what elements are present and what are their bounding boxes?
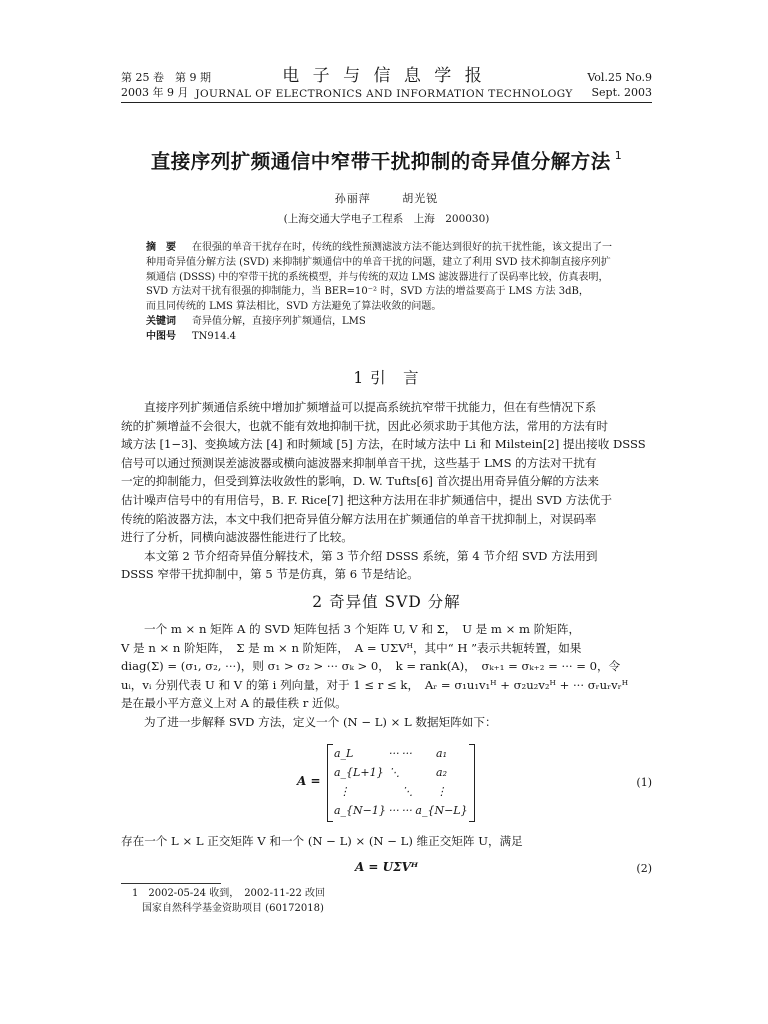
matrix-cell: ⋮ — [436, 785, 447, 798]
equation-1-lhs: A = — [297, 774, 321, 788]
body-line: 统的扩频增益不会很大，也就不能有效地抑制干扰，因此必须求助于其他方法，常用的方法有时 — [121, 418, 608, 433]
footnote — [132, 886, 325, 916]
matrix-cell: ⋱ — [388, 766, 400, 779]
matrix-bracket-right — [469, 744, 475, 822]
body-line: 本文第 2 节介绍奇异值分解技术，第 3 节介绍 DSSS 系统，第 4 节介绍 SVD 方法用到 — [144, 548, 598, 563]
section-heading-intro: 1 引 言 — [353, 369, 420, 387]
matrix-cell: a₂ — [436, 766, 447, 779]
header-vol-en — [587, 70, 652, 100]
matrix-cell — [388, 782, 401, 801]
matrix-cell: a₁ — [436, 747, 447, 760]
footnote-received-dates: 1 2002-05-24 收到， 2002-11-22 改回 — [132, 888, 326, 899]
author-1: 孙丽萍 — [334, 192, 371, 205]
abstract-line: 种用奇异值分解方法 (SVD) 来抑制扩频通信中的单音干扰的问题，建立了利用 SVD 技术抑制直接序列扩 — [146, 256, 611, 268]
journal-masthead — [170, 66, 598, 102]
matrix-row — [333, 763, 469, 782]
body-line: 估计噪声信号中的有用信号，B. F. Rice[7] 把这种方法用在非扩频通信中，提出 SVD 方法优于 — [121, 492, 612, 507]
abstract-label: 摘 要 — [146, 242, 176, 253]
clc-label: 中图号 — [146, 330, 176, 342]
body-line: 直接序列扩频通信系统中增加扩频增益可以提高系统抗窄带干扰能力，但在有些情况下系 — [144, 400, 597, 414]
matrix-cell: ··· — [402, 804, 413, 817]
body-line: diag(Σ) = (σ₁, σ₂, ···)，则 σ₁ > σ₂ > ··· σₖ > 0， k = rank(A)， σₖ₊₁ = σₖ₊₂ = ··· = 0，令 — [121, 659, 621, 674]
body-line: 一个 m × n 矩阵 A 的 SVD 矩阵包括 3 个矩阵 U, V 和 Σ， U 是 m × m 阶矩阵， — [144, 622, 581, 636]
matrix-cell: ⋱ — [401, 785, 413, 798]
section-svd-body — [121, 620, 652, 732]
abstract — [146, 241, 627, 345]
paper-title — [121, 146, 652, 174]
title-footnote-marker: 1 — [614, 149, 623, 162]
matrix-cell: a_{L+1} — [334, 766, 384, 779]
abstract-line: 频通信 (DSSS) 中的窄带干扰的系统模型，并与传统的双边 LMS 滤波器进行了误码率比较，仿真表明， — [146, 271, 609, 283]
matrix-row — [333, 782, 469, 801]
body-line: 存在一个 L × L 正交矩阵 V 和一个 (N − L) × (N − L) 维正交矩阵 U，满足 — [121, 834, 523, 848]
header-month-year: Sept. 2003 — [591, 86, 652, 99]
footnote-funding: 国家自然科学基金资助项目 (60172018) — [142, 903, 324, 914]
header-date: 2003 年 9 月 — [121, 86, 189, 99]
matrix-cell: ⋮ — [339, 785, 350, 798]
matrix-cell: a_{N−L} — [415, 804, 468, 817]
header-volume-issue: 第 25 卷 第 9 期 — [121, 71, 211, 84]
keywords: 奇异值分解，直接序列扩频通信，LMS — [192, 315, 366, 327]
abstract-line: 在很强的单音干扰存在时，传统的线性预测滤波方法不能达到很好的抗干扰性能，该文提出了一 — [192, 242, 612, 253]
journal-name-en: JOURNAL OF ELECTRONICS AND INFORMATION TECHNOLOGY — [195, 88, 573, 100]
body-line: uᵢ，vᵢ 分别代表 U 和 V 的第 i 列向量，对于 1 ≤ r ≤ k， Aᵣ = σ₁u₁v₁ᴴ + σ₂u₂v₂ᴴ + ··· σᵣuᵣvᵣᴴ — [121, 677, 629, 692]
body-line: 是在最小平方意义上对 A 的最佳秩 r 近似。 — [121, 696, 347, 711]
clc-number: TN914.4 — [192, 330, 237, 342]
author-list — [121, 190, 652, 206]
matrix-cell: a_{N−1} — [334, 804, 386, 817]
affiliation: (上海交通大学电子工程系 上海 200030) — [283, 213, 490, 225]
abstract-line: SVD 方法对干扰有很强的抑制能力，当 BER=10⁻² 时，SVD 方法的增益要高于 LMS 方法 3dB， — [146, 286, 589, 298]
body-line: 进行了分析，同横向滤波器性能进行了比较。 — [121, 530, 353, 545]
matrix-cell: ··· — [402, 747, 413, 760]
paper-title-text: 直接序列扩频通信中窄带干扰抑制的奇异值分解方法 — [150, 150, 611, 173]
body-line: 为了进一步解释 SVD 方法，定义一个 (N − L) × L 数据矩阵如下： — [144, 714, 497, 729]
abstract-line: 而且同传统的 LMS 算法相比，SVD 方法避免了算法收敛的问题。 — [146, 301, 442, 313]
equation-2-body: A = UΣVᴴ — [354, 860, 419, 874]
body-line: 一定的抑制能力，但受到算法收敛性的影响，D. W. Tufts[6] 首次提出用奇异值分解的方法来 — [121, 474, 599, 489]
body-line: 传统的陷波器方法，本文中我们把奇异值分解方法用在扩频通信的单音干扰抑制上，对误码率 — [121, 511, 597, 526]
matrix-row — [333, 801, 469, 820]
footnote-rule — [121, 883, 221, 884]
equation-1-number: (1) — [636, 776, 652, 789]
matrix-cell: ··· — [388, 747, 400, 760]
section-intro-body — [121, 398, 652, 584]
equation-2 — [121, 860, 652, 880]
matrix-cell: a_L — [334, 747, 354, 760]
body-line: 信号可以通过预测误差滤波器或横向滤波器来抑制单音干扰，这些基于 LMS 的方法对干扰有 — [121, 455, 597, 470]
section-heading-svd: 2 奇异值 SVD 分解 — [312, 593, 461, 611]
body-line: DSSS 窄带干扰抑制中，第 5 节是仿真，第 6 节是结论。 — [121, 567, 419, 582]
equation-2-number: (2) — [636, 862, 652, 875]
body-line: V 是 n × n 阶矩阵， Σ 是 m × n 阶矩阵， A = UΣVᴴ，其中“ H ”表示共轭转置，如果 — [121, 640, 582, 655]
matrix-row — [333, 744, 469, 763]
header-vol-no: Vol.25 No.9 — [587, 71, 652, 84]
matrix-cell — [401, 763, 414, 782]
matrix-body — [333, 744, 469, 820]
author-2: 胡光锐 — [402, 192, 439, 205]
header-rule — [121, 102, 652, 103]
matrix-cell: ··· — [388, 804, 400, 817]
equation-1 — [121, 742, 652, 826]
body-line: 域方法 [1−3]、变换域方法 [4] 和时频域 [5] 方法，在时域方法中 Li 和 Milstein[2] 提出接收 DSSS — [121, 437, 646, 452]
keywords-label: 关键词 — [146, 315, 176, 327]
journal-name-cn: 电 子 与 信 息 学 报 — [282, 66, 486, 86]
